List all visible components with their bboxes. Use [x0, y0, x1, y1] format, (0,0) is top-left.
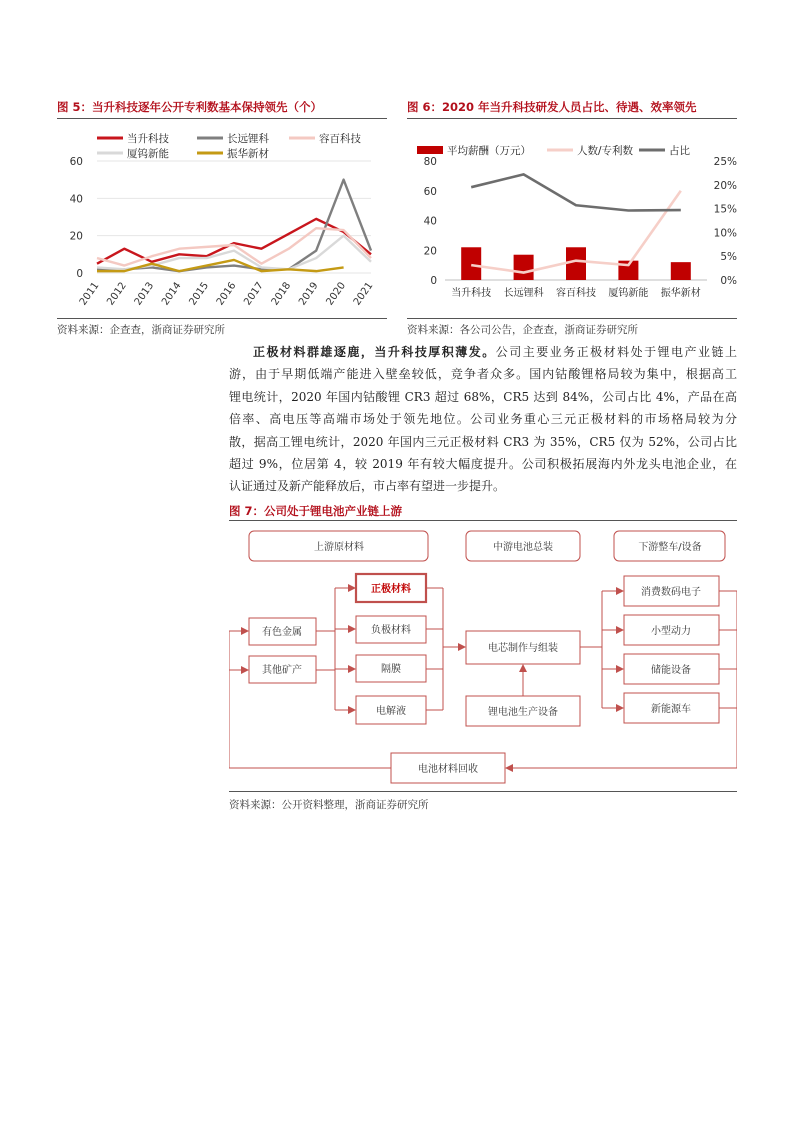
fig6-y2tick-label: 0% [720, 275, 737, 287]
material-anode: 负极材料 [371, 625, 411, 636]
figure5-chart [57, 120, 387, 316]
raw-other-minerals: 其他矿产 [262, 665, 302, 676]
fig5-ytick-label: 20 [69, 230, 83, 243]
fig6-xtick-label: 当升科技 [451, 288, 492, 299]
figure7-diagram [229, 521, 737, 789]
fig5-legend-label: 振华新材 [227, 148, 269, 160]
fig5-legend-label: 厦钨新能 [127, 148, 169, 160]
fig5-legend-label: 长远锂科 [227, 133, 269, 145]
fig6-ytick-label: 20 [423, 245, 437, 258]
fig5-legend-label: 当升科技 [127, 133, 169, 145]
fig5-ytick-label: 40 [69, 193, 83, 206]
app-small-power: 小型动力 [651, 626, 691, 637]
figure7-title: 图 7：公司处于锂电池产业链上游 [229, 504, 403, 518]
app-ev: 新能源车 [651, 704, 691, 715]
fig6-legend-swatch [417, 146, 443, 154]
upstream-header: 上游原材料 [314, 542, 364, 553]
figure6-top-rule [407, 118, 737, 119]
body-line-5: 散，据高工锂电统计，2020 年国内三元正极材料 CR3 为 35%，CR5 仅为 52%，公司占比 [229, 434, 737, 449]
cell-label: 电芯制作与组装 [488, 643, 558, 654]
fig6-bar [461, 247, 481, 280]
figure5-bottom-rule [57, 318, 387, 319]
fig5-xtick-label: 2014 [160, 280, 184, 308]
figure6-chart [407, 120, 737, 316]
app-storage: 储能设备 [651, 665, 691, 676]
fig5-xtick-label: 2015 [187, 280, 212, 308]
fig6-bar [514, 255, 534, 280]
fig6-xtick-label: 振华新材 [660, 288, 701, 299]
fig6-ytick-label: 0 [430, 275, 437, 287]
fig6-bar [566, 247, 586, 280]
downstream-header: 下游整车/设备 [638, 542, 702, 553]
equipment-label: 锂电池生产设备 [488, 707, 558, 718]
fig5-xtick-label: 2018 [269, 280, 294, 308]
midstream-header: 中游电池总装 [493, 542, 553, 553]
body-line-7: 认证通过及新产能释放后，市占率有望进一步提升。 [229, 479, 506, 494]
fig5-xtick-label: 2016 [214, 280, 239, 308]
fig6-legend-label: 人数/专利数 [577, 145, 634, 157]
fig6-xtick-label: 厦钨新能 [608, 288, 649, 299]
fig6-y2tick-label: 25% [713, 156, 737, 168]
body-line-4: 倍率、高电压等高端市场处于领先地位。公司业务重心三元正极材料的市场格局较为分 [229, 412, 737, 427]
body-paragraph [229, 341, 737, 498]
recycle-label: 电池材料回收 [418, 764, 478, 775]
figure5-source: 资料来源：企查查，浙商证券研究所 [57, 324, 225, 336]
fig6-series-line [471, 191, 681, 273]
fig5-xtick-label: 2019 [297, 280, 321, 308]
app-consumer: 消费数码电子 [641, 587, 701, 598]
fig6-xtick-label: 容百科技 [556, 288, 596, 299]
material-separator: 隔膜 [381, 664, 401, 675]
fig6-ytick-label: 60 [423, 185, 437, 198]
body-line-3: 锂电统计，2020 年国内钴酸锂 CR3 超过 68%，CR5 达到 84%，公司占比 4%，产品在高 [229, 389, 737, 404]
fig5-xtick-label: 2017 [242, 280, 266, 308]
figure5-top-rule [57, 118, 387, 119]
figure6-bottom-rule [407, 318, 737, 319]
fig5-legend-label: 容百科技 [319, 133, 361, 145]
recycle-loop-right [506, 591, 737, 768]
figure6-title: 图 6：2020 年当升科技研发人员占比、待遇、效率领先 [407, 100, 697, 114]
fig6-y2tick-label: 15% [713, 203, 737, 216]
fig5-xtick-label: 2021 [351, 280, 376, 308]
body-line-2: 游，由于早期低端产能进入壁垒较低，竞争者众多。国内钴酸锂格局较为集中，根据高工 [229, 367, 737, 382]
figure5-title: 图 5：当升科技逐年公开专利数基本保持领先（个） [57, 100, 323, 114]
figure7-source: 资料来源：公开资料整理，浙商证券研究所 [229, 799, 429, 811]
fig5-xtick-label: 2013 [132, 280, 157, 308]
fig6-y2tick-label: 20% [713, 179, 737, 192]
raw-nonferrous: 有色金属 [262, 627, 302, 638]
fig6-legend-label: 平均薪酬（万元） [447, 145, 531, 157]
fig5-ytick-label: 60 [69, 156, 83, 168]
fig6-ytick-label: 80 [423, 156, 437, 168]
material-cathode: 正极材料 [371, 584, 411, 595]
fig6-y2tick-label: 10% [713, 227, 737, 240]
figure7-bottom-rule [229, 791, 737, 792]
fig5-ytick-label: 0 [76, 268, 83, 280]
body-line-1 [229, 341, 737, 363]
fig5-xtick-label: 2012 [105, 280, 129, 308]
fig5-series-line [97, 236, 371, 270]
recycle-loop-left [229, 631, 391, 768]
body-line-1-text: 公司主要业务正极材料处于锂电产业链上 [495, 345, 737, 359]
fig6-bar [671, 262, 691, 280]
fig6-ytick-label: 40 [423, 215, 437, 228]
figure6-source: 资料来源：各公司公告，企查查，浙商证券研究所 [407, 324, 638, 336]
fig6-series-line [471, 174, 681, 210]
fig5-xtick-label: 2020 [324, 280, 349, 308]
fig6-legend-label: 占比 [669, 145, 690, 157]
fig6-y2tick-label: 5% [720, 251, 737, 264]
body-line-6: 超过 9%，位居第 4，较 2019 年有较大幅度提升。公司积极拓展海内外龙头电池企业，在 [229, 456, 737, 471]
fig6-xtick-label: 长远锂科 [503, 288, 544, 299]
fig5-series-line [97, 219, 371, 264]
body-lead: 正极材料群雄逐鹿，当升科技厚积薄发。 [253, 345, 496, 359]
material-electrolyte: 电解液 [376, 706, 406, 717]
fig5-xtick-label: 2011 [77, 280, 102, 308]
